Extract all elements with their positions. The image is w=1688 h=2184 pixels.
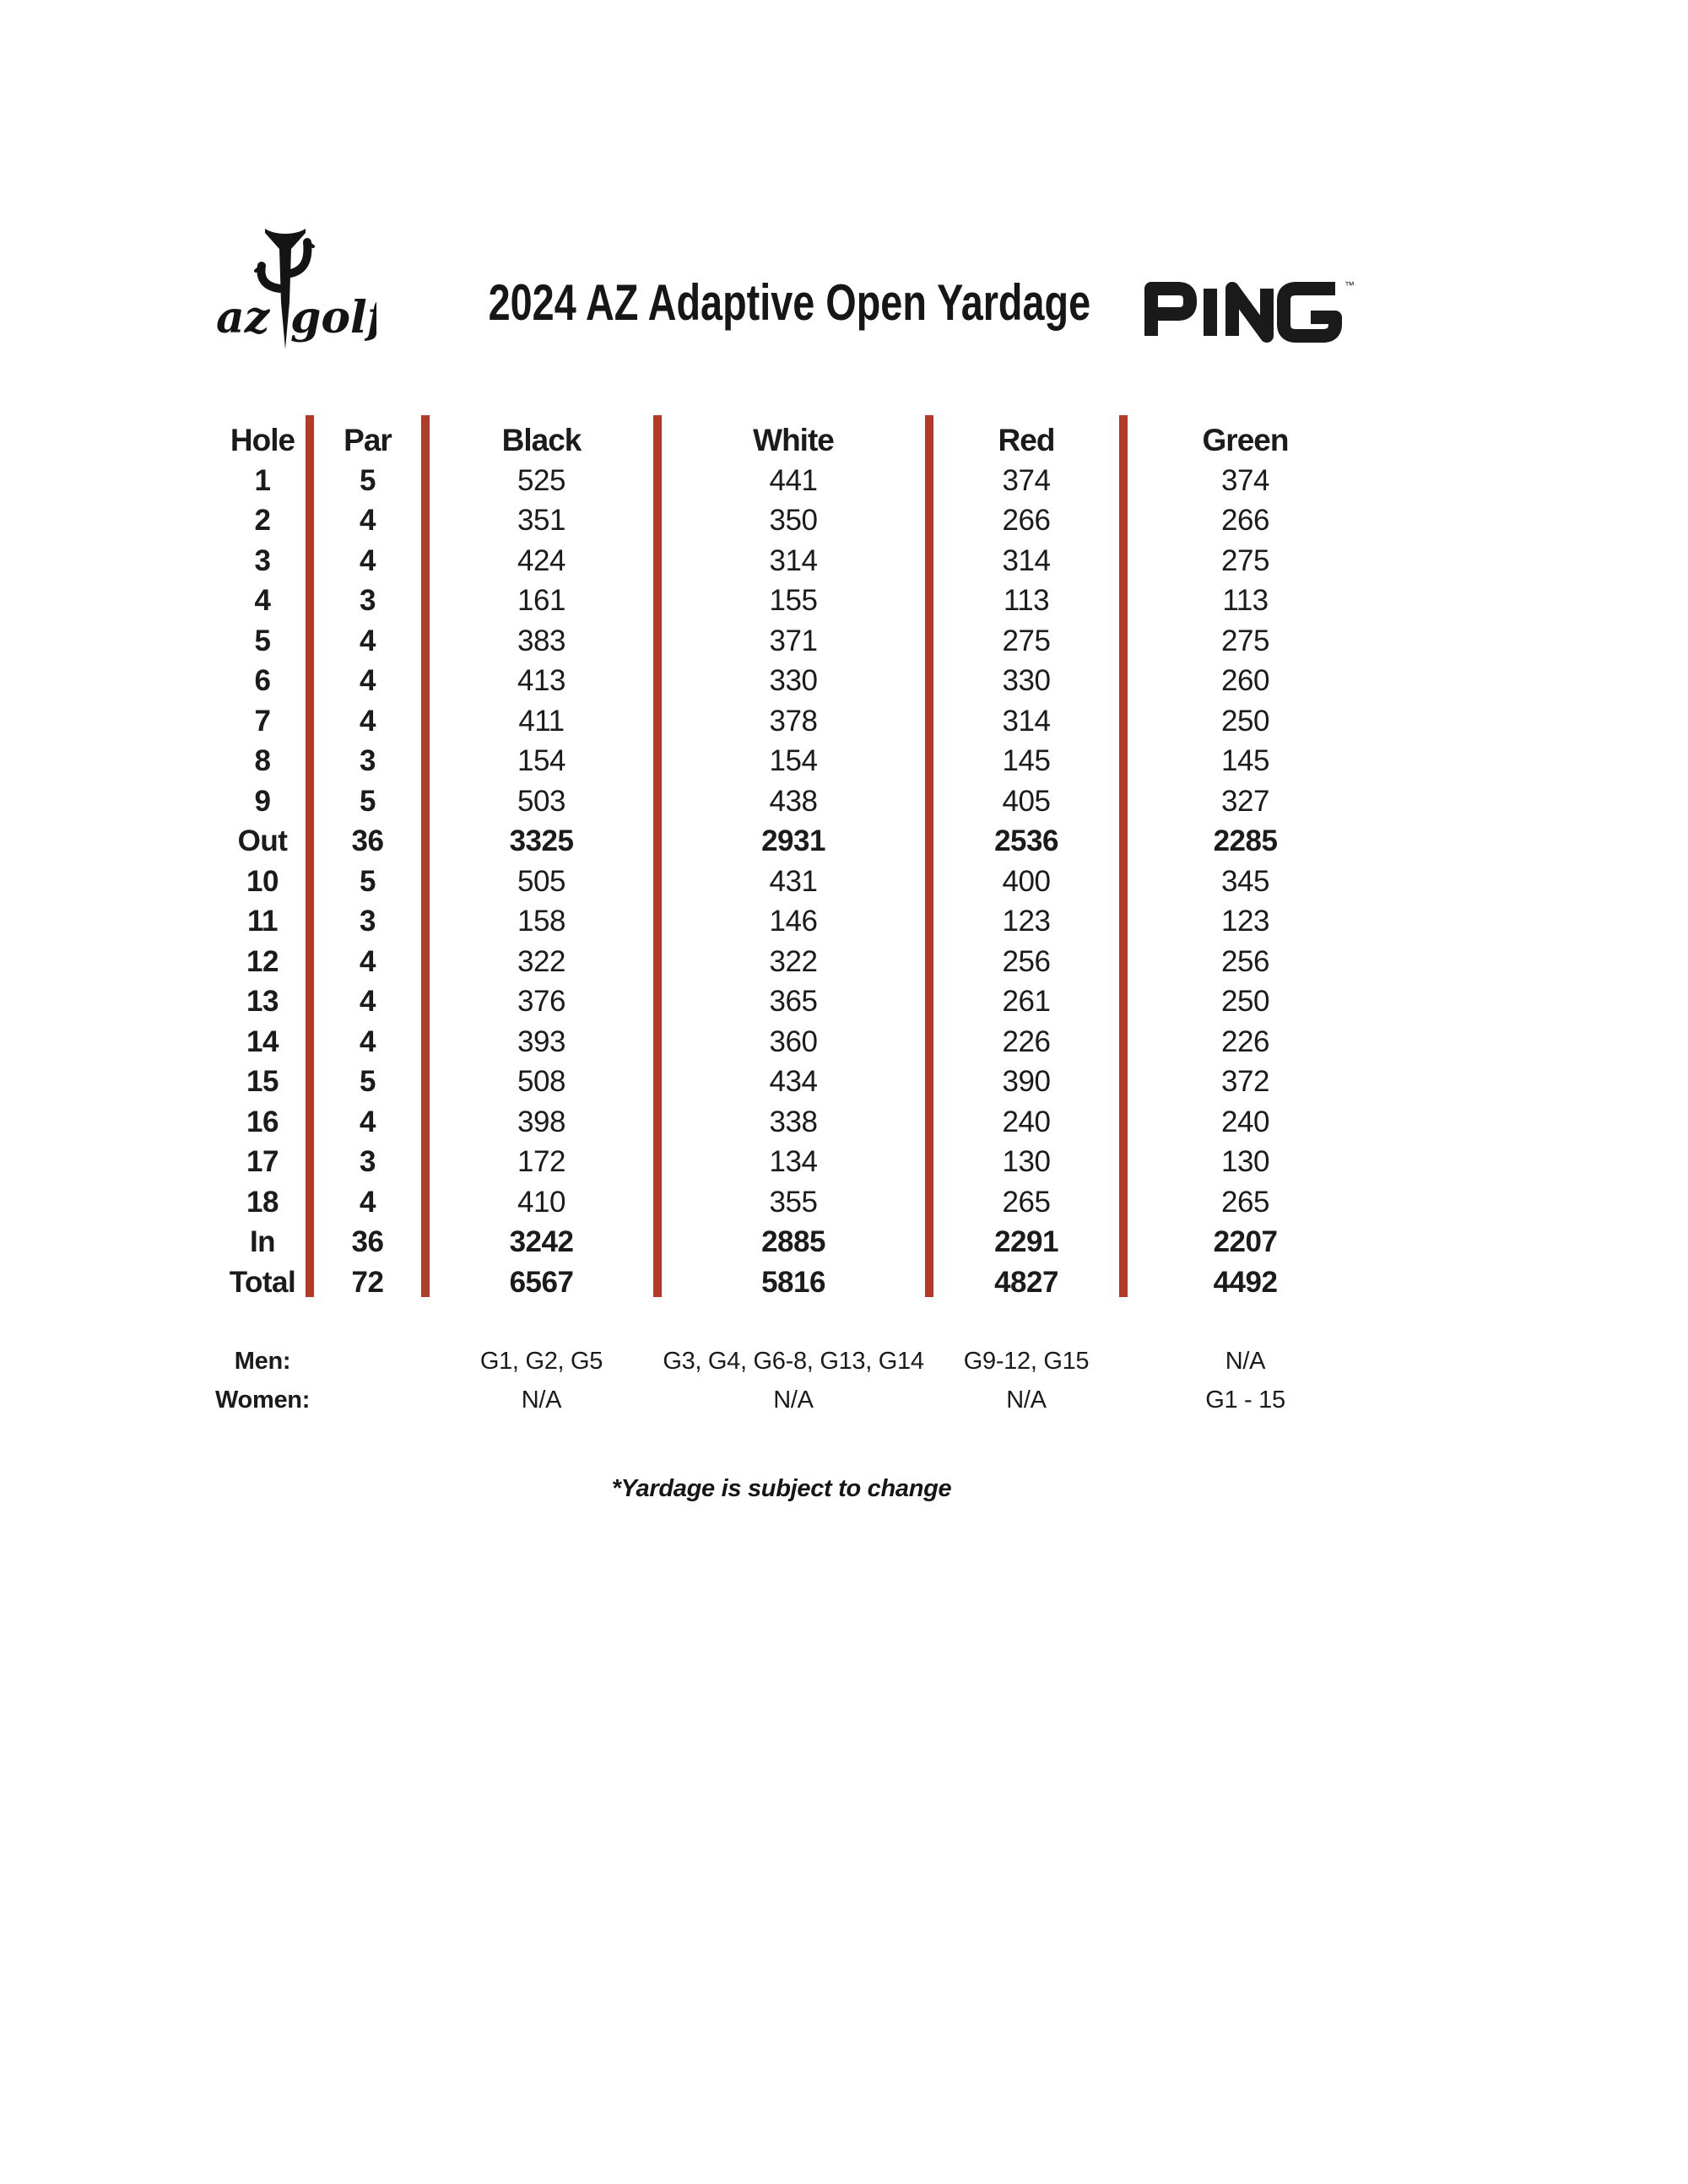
cell-red: 2536: [994, 824, 1058, 857]
cell-hole: 18: [246, 1185, 279, 1219]
cell-hole: 1: [254, 463, 271, 497]
cell-white: 330: [769, 664, 818, 697]
cell-hole: 10: [246, 864, 279, 898]
footnote: *Yardage is subject to change: [611, 1475, 952, 1502]
table-row: [215, 741, 1367, 781]
table-row: [215, 1222, 1367, 1262]
cell-white: 441: [769, 463, 818, 497]
cell-red: 113: [1003, 584, 1050, 617]
cell-black: 172: [517, 1145, 565, 1178]
cell-red: 275: [1002, 624, 1051, 657]
cell-black: 322: [517, 944, 565, 978]
cell-red: 261: [1002, 985, 1051, 1018]
cell-green: 265: [1221, 1185, 1269, 1219]
cell-par: 4: [360, 1024, 376, 1058]
cell-green: 345: [1221, 864, 1269, 898]
tee-women-green: G1 - 15: [1205, 1387, 1285, 1414]
cell-hole: 16: [246, 1105, 279, 1138]
cell-red: 374: [1002, 463, 1051, 497]
cell-par: 3: [360, 584, 376, 617]
cell-par: 4: [360, 704, 376, 738]
tee-label-women: Women:: [215, 1387, 311, 1414]
cell-white: 134: [769, 1145, 818, 1178]
cell-par: 4: [360, 624, 376, 657]
cell-black: 161: [517, 584, 565, 617]
az-golf-script-az: az: [216, 292, 270, 343]
column-header-white: White: [753, 423, 834, 457]
cell-hole: 3: [254, 543, 271, 577]
cell-green: 4492: [1213, 1265, 1278, 1299]
cell-hole: Out: [237, 824, 288, 857]
column-divider: [1119, 415, 1128, 1297]
table-row: [215, 621, 1367, 662]
cell-red: 256: [1002, 944, 1051, 978]
column-header-hole: Hole: [230, 423, 295, 457]
table-row: [215, 1262, 1367, 1303]
table-row: [215, 461, 1367, 501]
table-row: [215, 541, 1367, 581]
column-divider: [306, 415, 314, 1297]
cell-black: 411: [518, 704, 565, 738]
yardage-table: [215, 420, 1367, 1302]
cell-white: 338: [769, 1105, 818, 1138]
cell-white: 2885: [761, 1225, 825, 1258]
tee-men-red: G9-12, G15: [963, 1348, 1090, 1375]
table-row: [215, 942, 1367, 982]
cell-hole: 13: [246, 985, 279, 1018]
cell-green: 260: [1221, 664, 1269, 697]
cell-white: 314: [769, 543, 818, 577]
cell-green: 374: [1221, 463, 1269, 497]
cell-white: 438: [769, 784, 818, 818]
cell-green: 113: [1222, 584, 1269, 617]
tee-label-men: Men:: [234, 1348, 291, 1375]
table-row: [215, 901, 1367, 942]
table-row: [215, 1102, 1367, 1143]
cell-white: 360: [769, 1024, 818, 1058]
cell-par: 5: [360, 784, 376, 818]
cell-green: 275: [1221, 543, 1269, 577]
tee-women-white: N/A: [773, 1387, 814, 1414]
cell-white: 365: [769, 985, 818, 1018]
table-row: [215, 1062, 1367, 1102]
cell-green: 130: [1221, 1145, 1269, 1178]
ping-trademark: ™: [1344, 279, 1355, 291]
cell-red: 123: [1002, 905, 1051, 938]
cell-white: 434: [769, 1065, 818, 1098]
cell-green: 256: [1221, 944, 1269, 978]
cell-black: 398: [517, 1105, 565, 1138]
cell-black: 158: [517, 905, 565, 938]
cell-black: 3325: [509, 824, 574, 857]
cell-par: 4: [360, 664, 376, 697]
tee-men-white: G3, G4, G6-8, G13, G14: [663, 1348, 924, 1375]
table-row: [215, 821, 1367, 862]
cell-par: 3: [360, 1145, 376, 1178]
cell-hole: 2: [254, 504, 271, 537]
cell-red: 405: [1002, 784, 1051, 818]
page-title-wrap: [474, 275, 1104, 329]
cell-black: 410: [517, 1185, 565, 1219]
cell-white: 371: [769, 624, 818, 657]
cell-black: 503: [517, 784, 565, 818]
cell-white: 322: [769, 944, 818, 978]
table-row: [215, 500, 1367, 541]
cell-red: 330: [1002, 664, 1051, 697]
cell-black: 6567: [509, 1265, 574, 1299]
cell-black: 351: [517, 504, 565, 537]
cell-green: 372: [1221, 1065, 1269, 1098]
cell-par: 4: [360, 944, 376, 978]
cell-black: 424: [517, 543, 565, 577]
cell-par: 5: [360, 463, 376, 497]
cell-hole: 5: [254, 624, 271, 657]
cell-par: 4: [360, 1185, 376, 1219]
page-title: 2024 AZ Adaptive Open Yardage: [488, 273, 1090, 331]
cell-par: 4: [360, 543, 376, 577]
cell-par: 4: [360, 1105, 376, 1138]
cell-black: 3242: [509, 1225, 574, 1258]
cell-red: 240: [1002, 1105, 1051, 1138]
cell-black: 376: [517, 985, 565, 1018]
az-golf-script-golf: golf: [290, 292, 376, 343]
cell-red: 130: [1002, 1145, 1051, 1178]
cell-par: 36: [351, 824, 384, 857]
cell-white: 431: [769, 864, 818, 898]
cell-black: 505: [517, 864, 565, 898]
column-divider: [925, 415, 933, 1297]
cell-black: 525: [517, 463, 565, 497]
cell-hole: In: [249, 1225, 276, 1258]
cell-par: 5: [360, 1065, 376, 1098]
cell-white: 350: [769, 504, 818, 537]
cell-green: 250: [1221, 704, 1269, 738]
column-divider: [653, 415, 662, 1297]
cell-par: 4: [360, 504, 376, 537]
table-row: [215, 981, 1367, 1022]
cell-white: 146: [769, 905, 818, 938]
cell-green: 2285: [1213, 824, 1278, 857]
cell-hole: 9: [254, 784, 271, 818]
cell-hole: 11: [247, 905, 278, 938]
table-row: [215, 1022, 1367, 1062]
cell-green: 2207: [1213, 1225, 1278, 1258]
column-header-black: Black: [501, 423, 582, 457]
table-row: [215, 661, 1367, 701]
cactus-golf-tee-icon: [216, 221, 376, 365]
cell-par: 36: [351, 1225, 384, 1258]
cell-hole: 12: [246, 944, 279, 978]
cell-black: 393: [517, 1024, 565, 1058]
ping-wordmark-icon: [1139, 277, 1355, 343]
cell-green: 327: [1221, 784, 1269, 818]
table-row: [215, 862, 1367, 902]
tee-assignments: [215, 1342, 1367, 1419]
cell-par: 3: [360, 744, 376, 777]
cell-red: 390: [1002, 1065, 1051, 1098]
cell-par: 4: [360, 985, 376, 1018]
tee-men-green: N/A: [1225, 1348, 1266, 1375]
column-header-par: Par: [344, 423, 392, 457]
tee-row-women: [215, 1381, 1367, 1419]
cell-green: 266: [1221, 504, 1269, 537]
cell-red: 400: [1002, 864, 1051, 898]
cell-green: 275: [1221, 624, 1269, 657]
cell-red: 314: [1002, 704, 1051, 738]
cell-black: 413: [517, 664, 565, 697]
cell-hole: Total: [229, 1265, 296, 1299]
table-row: [215, 1182, 1367, 1223]
cell-par: 3: [360, 905, 376, 938]
table-row: [215, 781, 1367, 822]
cell-green: 226: [1221, 1024, 1269, 1058]
cell-red: 314: [1002, 543, 1051, 577]
cell-green: 250: [1221, 985, 1269, 1018]
table-row: [215, 701, 1367, 742]
cell-hole: 15: [246, 1065, 279, 1098]
tee-row-men: [215, 1342, 1367, 1381]
cell-hole: 17: [246, 1145, 279, 1178]
table-row: [215, 581, 1367, 621]
table-header-row: [215, 420, 1367, 461]
cell-black: 383: [517, 624, 565, 657]
cell-black: 508: [517, 1065, 565, 1098]
cell-green: 123: [1221, 905, 1269, 938]
column-divider: [421, 415, 430, 1297]
cell-white: 154: [769, 744, 818, 777]
cell-hole: 14: [246, 1024, 279, 1058]
cell-par: 72: [351, 1265, 384, 1299]
cell-red: 145: [1002, 744, 1051, 777]
cell-red: 2291: [994, 1225, 1058, 1258]
cell-white: 155: [769, 584, 818, 617]
cell-red: 265: [1002, 1185, 1051, 1219]
cell-green: 240: [1221, 1105, 1269, 1138]
cell-hole: 7: [254, 704, 271, 738]
cell-white: 5816: [761, 1265, 825, 1299]
cell-red: 4827: [994, 1265, 1058, 1299]
column-header-green: Green: [1202, 423, 1289, 457]
ping-logo: [1139, 277, 1355, 343]
cell-hole: 6: [254, 664, 271, 697]
cell-white: 378: [769, 704, 818, 738]
cell-green: 145: [1221, 744, 1269, 777]
table-row: [215, 1142, 1367, 1182]
tee-women-red: N/A: [1006, 1387, 1047, 1414]
yardage-table-rows: [215, 461, 1367, 1303]
cell-hole: 8: [254, 744, 271, 777]
tee-women-black: N/A: [521, 1387, 562, 1414]
cell-black: 154: [517, 744, 565, 777]
cell-hole: 4: [254, 584, 271, 617]
tee-men-black: G1, G2, G5: [479, 1348, 603, 1375]
cell-red: 266: [1002, 504, 1051, 537]
cell-white: 2931: [761, 824, 825, 857]
cell-red: 226: [1002, 1024, 1051, 1058]
cell-par: 5: [360, 864, 376, 898]
cell-white: 355: [769, 1185, 818, 1219]
az-golf-logo: [216, 221, 376, 365]
column-header-red: Red: [998, 423, 1055, 457]
